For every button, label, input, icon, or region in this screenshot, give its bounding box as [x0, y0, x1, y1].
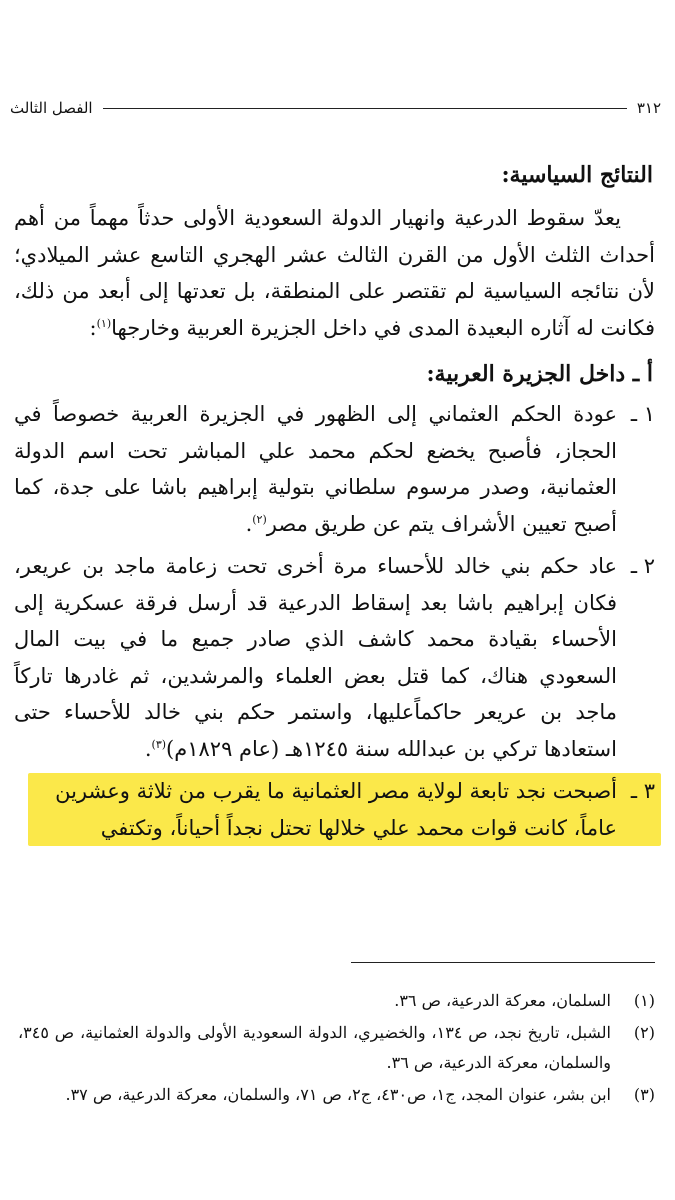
footnote-ref[interactable]: (١) [96, 316, 112, 330]
footnote-number: (٣) [633, 1085, 655, 1104]
item-body: عاد حكم بني خالد للأحساء مرة أخرى تحت زعامة ماجد بن عريعر، فكان إبراهيم باشا بعد إسقاط الدرعية قد أرسل فرقة عسكرية إلى الأحساء بقيادة محمد كاشف الذي صادر جميع ما في بيت المال السعودي هناك، كما قتل بعض العلماء والمرشدين، ثم غادرها تاركاً ماجد بن عريعر حاكماًعليها، واستمر حكم بني خالد للأحساء حتى استعادها تركي بن عبدالله سنة ١٢٤٥هـ (عام ١٨٢٩م) [14, 554, 617, 761]
item-number: ٢ ـ [630, 554, 655, 578]
item-number: ١ ـ [630, 402, 655, 426]
sub-heading: أ ـ داخل الجزيرة العربية: [426, 361, 653, 387]
footnote-number: (١) [633, 991, 655, 1010]
page-header [10, 96, 661, 120]
chapter-title: الفصل الثالث [10, 99, 93, 117]
footnote-number: (٢) [633, 1023, 655, 1042]
item-end: . [144, 736, 152, 761]
footnote [18, 986, 655, 1016]
intro-paragraph [14, 200, 655, 346]
list-item [14, 396, 655, 542]
footnote-text: السلمان، معركة الدرعية، ص ٣٦. [394, 991, 611, 1010]
highlighted-line-1: أصبحت نجد تابعة لولاية مصر العثمانية ما يقرب من ثلاثة وعشرين [55, 779, 617, 803]
highlighted-item [28, 773, 661, 846]
footnote-ref[interactable]: (٣) [151, 737, 167, 751]
item-body: عودة الحكم العثماني إلى الظهور في الجزيرة العربية خصوصاً في الحجاز، فأصبح يخضع لحكم محمد علي المباشر تحت اسم الدولة العثمانية، وصدر مرسوم سلطاني بتولية إبراهيم باشا على جدة، كما أصبح تعيين الأشراف يتم عن طريق مصر [14, 402, 617, 536]
header-rule [103, 107, 627, 109]
footnote-separator [351, 962, 655, 963]
highlighted-line-2: عاماً، كانت قوات محمد علي خلالها تحتل نجداً أحياناً، وتكتفي [100, 815, 617, 840]
item-end: . [245, 511, 253, 536]
item-text [14, 548, 617, 767]
page-number: ٣١٢ [636, 99, 661, 117]
item-text [30, 773, 617, 846]
footnotes [18, 986, 655, 1112]
item-text [14, 396, 617, 542]
footnote [18, 1080, 655, 1110]
footnote [18, 1018, 655, 1078]
footnote-text: الشبل، تاريخ نجد، ص ١٣٤، والخضيري، الدولة السعودية الأولى والدولة العثمانية، ص ٣٤٥، والسلمان، معركة الدرعية، ص ٣٦. [18, 1023, 611, 1072]
item-number: ٣ ـ [630, 779, 655, 803]
footnote-text: ابن بشر، عنوان المجد، ج١، ص٤٣٠، ج٢، ص ٧١، والسلمان، معركة الدرعية، ص ٣٧. [65, 1085, 611, 1104]
intro-end: : [89, 315, 97, 340]
intro-text: يعدّ سقوط الدرعية وانهيار الدولة السعودية الأولى حدثاً مهماً من أهم أحداث الثلث الأول من القرن الثالث عشر الهجري التاسع عشر الميلادي؛ لأن نتائجه السياسية لم تقتصر على المنطقة، بل تعدتها إلى أبعد من ذلك، فكانت له آثاره البعيدة المدى في داخل الجزيرة العربية وخارجها [14, 206, 655, 340]
section-heading: النتائج السياسية: [501, 162, 653, 188]
page-body [14, 160, 655, 852]
list-item [14, 548, 655, 767]
footnote-ref[interactable]: (٢) [252, 512, 267, 526]
